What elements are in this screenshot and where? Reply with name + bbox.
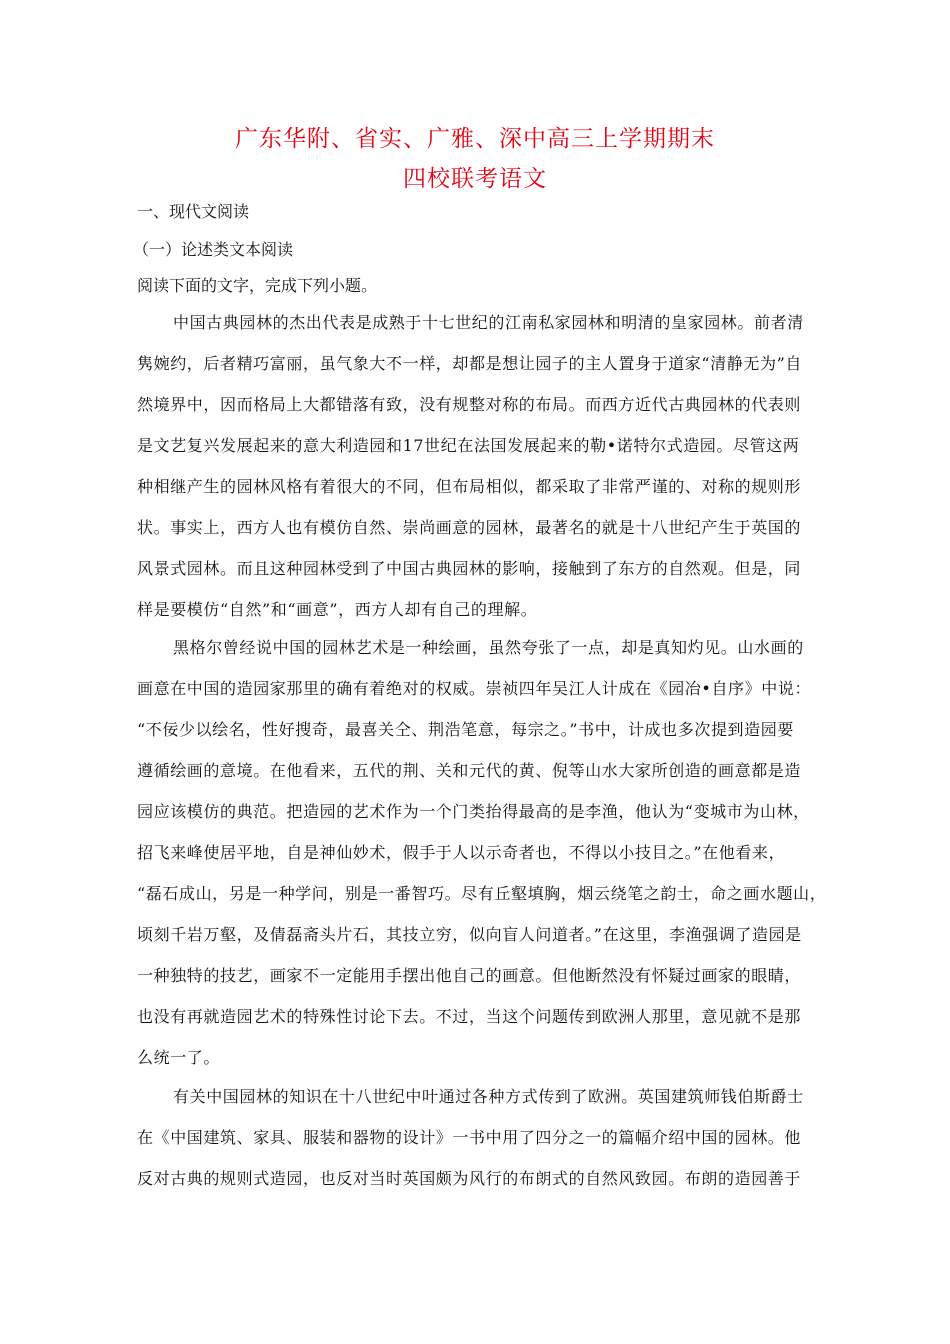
passage-line: “磊石成山，另是一种学问，别是一番智巧。尽有丘壑填胸，烟云绕笔之韵士，命之画水题山， [137,884,827,903]
passage-line: 隽婉约，后者精巧富丽，虽气象大不一样，却都是想让园子的主人置身于道家“清静无为”自 [137,354,802,373]
passage-line: 状。事实上，西方人也有模仿自然、崇尚画意的园林，最著名的就是十八世纪产生于英国的 [137,518,802,537]
passage-line: 遵循绘画的意境。在他看来，五代的荆、关和元代的黄、倪等山水大家所创造的画意都是造 [137,761,802,780]
document-title-line-2: 四校联考语文 [403,166,547,192]
passage-line: 反对古典的规则式造园，也反对当时英国颇为风行的布朗式的自然风致园。布朗的造园善于 [137,1169,802,1188]
subsection-heading: （一）论述类文本阅读 [133,240,294,259]
passage-line: 种相继产生的园林风格有着很大的不同，但布局相似，都采取了非常严谨的、对称的规则形 [137,477,802,496]
passage-line: 黑格尔曾经说中国的园林艺术是一种绘画，虽然夸张了一点，却是真知灼见。山水画的 [173,638,804,657]
passage-line: 是文艺复兴发展起来的意大利造园和17世纪在法国发展起来的勒•诺特尔式造园。尽管这两 [137,436,800,455]
passage-line: 园应该模仿的典范。把造园的艺术作为一个门类抬得最高的是李渔，他认为“变城市为山林， [137,802,810,821]
passage-line: 中国古典园林的杰出代表是成熟于十七世纪的江南私家园林和明清的皇家园林。前者清 [173,313,804,332]
passage-line: 画意在中国的造园家那里的确有着绝对的权威。崇祯四年吴江人计成在《园冶•自序》中说： [137,679,812,698]
instruction-text: 阅读下面的文字，完成下列小题。 [137,276,378,295]
document-title-line-1: 广东华附、省实、广雅、深中高三上学期期末 [235,126,715,152]
passage-line: 在《中国建筑、家具、服装和器物的设计》一书中用了四分之一的篇幅介绍中国的园林。他 [137,1128,802,1147]
passage-line: 样是要模仿“自然”和“画意”，西方人却有自己的理解。 [137,600,538,619]
passage-line: 一种独特的技艺，画家不一定能用手摆出他自己的画意。但他断然没有怀疑过画家的眼睛， [137,966,802,985]
passage-line: 也没有再就造园艺术的特殊性讨论下去。不过，当这个问题传到欧洲人那里，意见就不是那 [137,1007,802,1026]
passage-line: 然境界中，因而格局上大都错落有致，没有规整对称的布局。而西方近代古典园林的代表则 [137,395,802,414]
passage-line: 风景式园林。而且这种园林受到了中国古典园林的影响，接触到了东方的自然观。但是，同 [137,559,802,578]
section-heading: 一、现代文阅读 [137,202,250,221]
passage-line: “不佞少以绘名，性好搜奇，最喜关仝、荆浩笔意，每宗之。”书中，计成也多次提到造园要 [137,720,794,739]
passage-line: 顷刻千岩万壑，及倩磊斋头片石，其技立穷，似向盲人问道者。”在这里，李渔强调了造园是 [137,925,802,944]
passage-line: 有关中国园林的知识在十八世纪中叶通过各种方式传到了欧洲。英国建筑师钱伯斯爵士 [173,1087,804,1106]
passage-line: 么统一了。 [137,1048,221,1067]
passage-line: 招飞来峰使居平地，自是神仙妙术，假手于人以示奇者也，不得以小技目之。”在他看来， [137,843,786,862]
